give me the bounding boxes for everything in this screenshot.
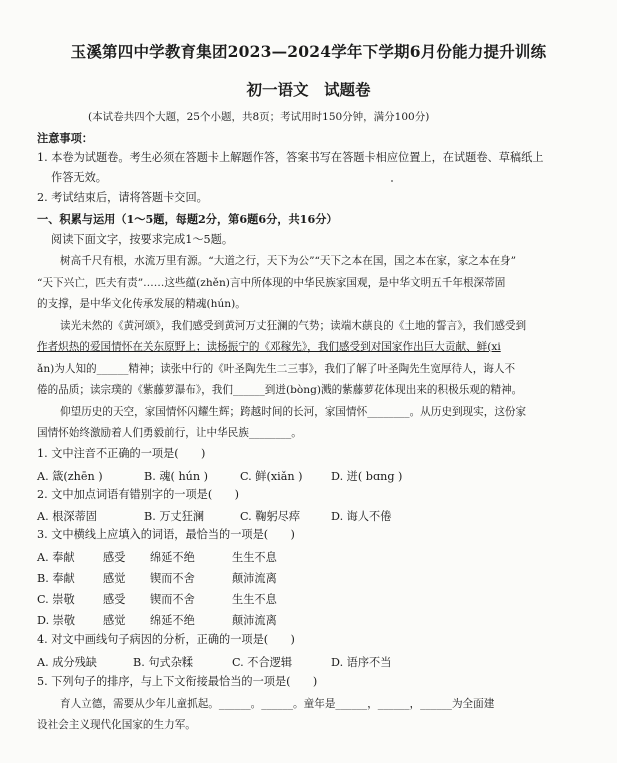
question-1-stem: 1. 文中注音不正确的一项是( ) [37,447,206,460]
notes-heading: 注意事项： [37,131,93,145]
question-2-stem: 2. 文中加点词语有错别字的一项是( ) [37,488,239,501]
question-5-stem: 5. 下列句子的排序，与上下文衔接最恰当的一项是( ) [37,675,318,688]
question-5-text: 育人立德，需要从少年儿童抓起。______。______。童年是______，______，______为全面建 [60,698,495,710]
option-cell: A. 奉献 [37,551,75,564]
exam-summary: (本试卷共四个大题，25个小题，共8页；考试用时150分钟，满分100分) [88,111,430,123]
exam-title: 玉溪第四中学教育集团2023—2024学年下学期6月份能力提升训练 [70,42,547,61]
option-cell: 锲而不舍 [150,593,195,606]
option-cell: 绵延不绝 [150,551,195,564]
note-item-2: 2. 考试结束后，请将答题卡交回。 [37,191,208,204]
underlined-sentence: 作者炽热的爱国情怀在关东原野上；读杨振宁的《邓稼先》，我们感受到对国家作出巨大贡献、鲜(xi [37,341,501,353]
question-4-option-d: D. 语序不当 [331,656,392,669]
option-cell: 感觉 [103,572,126,585]
question-1-option-d: D. 迸( bɑng ) [331,470,403,483]
question-1-option-a: A. 箴(zhēn ) [37,470,103,483]
option-cell: 绵延不绝 [150,614,195,627]
question-5-text-cont: 设社会主义现代化国家的生力军。 [37,719,196,731]
passage-line: “天下兴亡，匹夫有责”……这些蕴(zhěn)言中所体现的中华民族家国观，是中华文明五千年根深蒂固 [37,277,506,289]
option-cell: 感觉 [103,614,126,627]
option-cell: 颠沛流离 [232,614,277,627]
passage-line: 读光未然的《黄河颂》，我们感受到黄河万丈狂澜的气势；读端木蕻良的《土地的誓言》，我们感受到 [60,320,527,332]
option-cell: 锲而不舍 [150,572,195,585]
question-4-option-a: A. 成分残缺 [37,656,97,669]
option-cell: 感受 [103,551,126,564]
passage-line: 树高千尺有根，水流万里有源。“大道之行，天下为公”“天下之本在国，国之本在家，家之本在身” [60,255,517,267]
passage-line: 国情怀始终激励着人们勇毅前行，让中华民族________。 [37,427,302,439]
question-3-stem: 3. 文中横线上应填入的词语，最恰当的一项是( ) [37,528,295,541]
section-1-instruction: 阅读下面文字，按要求完成1～5题。 [51,233,234,246]
passage-line: 的支撑，是中华文化传承发展的精魂(hún)。 [37,298,246,310]
question-1-option-b: B. 魂( hún ) [144,470,208,483]
question-4-option-c: C. 不合逻辑 [232,656,293,669]
note-item-1: 1. 本卷为试题卷。考生必须在答题卡上解题作答，答案书写在答题卡相应位置上，在试题卷、草稿纸上 [37,151,544,164]
question-2-option-b: B. 万丈狂澜 [144,510,205,523]
section-1-heading: 一、积累与运用（1～5题，每题2分，第6题6分，共16分） [37,212,338,226]
question-4-option-b: B. 句式杂糅 [133,656,194,669]
scan-speck [391,180,393,182]
option-cell: 生生不息 [232,551,277,564]
note-item-1-cont: 作答无效。 [51,171,107,184]
passage-line: ǎn)为人知的______精神；读张中行的《叶圣陶先生二三事》，我们了解了叶圣陶先生宽厚待人，诲人不 [37,363,516,375]
option-cell: C. 崇敬 [37,593,75,606]
option-cell: D. 崇敬 [37,614,76,627]
question-4-stem: 4. 对文中画线句子病因的分析，正确的一项是( ) [37,633,295,646]
question-1-option-c: C. 鲜(xiǎn ) [240,470,303,483]
option-cell: 生生不息 [232,593,277,606]
option-cell: B. 奉献 [37,572,75,585]
passage-line: 倦的品质；读宗璞的《紫藤萝瀑布》，我们______到迸(bòng)溅的紫藤萝花体现出来的积极乐观的精神。 [37,384,523,396]
passage-line: 仰望历史的天空，家国情怀闪耀生辉；跨越时间的长河，家国情怀________。从历史到现实，这份家 [60,406,527,418]
question-2-option-d: D. 诲人不倦 [331,510,392,523]
option-cell: 颠沛流离 [232,572,277,585]
question-2-option-c: C. 鞠躬尽瘁 [240,510,301,523]
exam-subtitle: 初一语文 试题卷 [246,80,371,99]
question-2-option-a: A. 根深蒂固 [37,510,97,523]
option-cell: 感受 [103,593,126,606]
